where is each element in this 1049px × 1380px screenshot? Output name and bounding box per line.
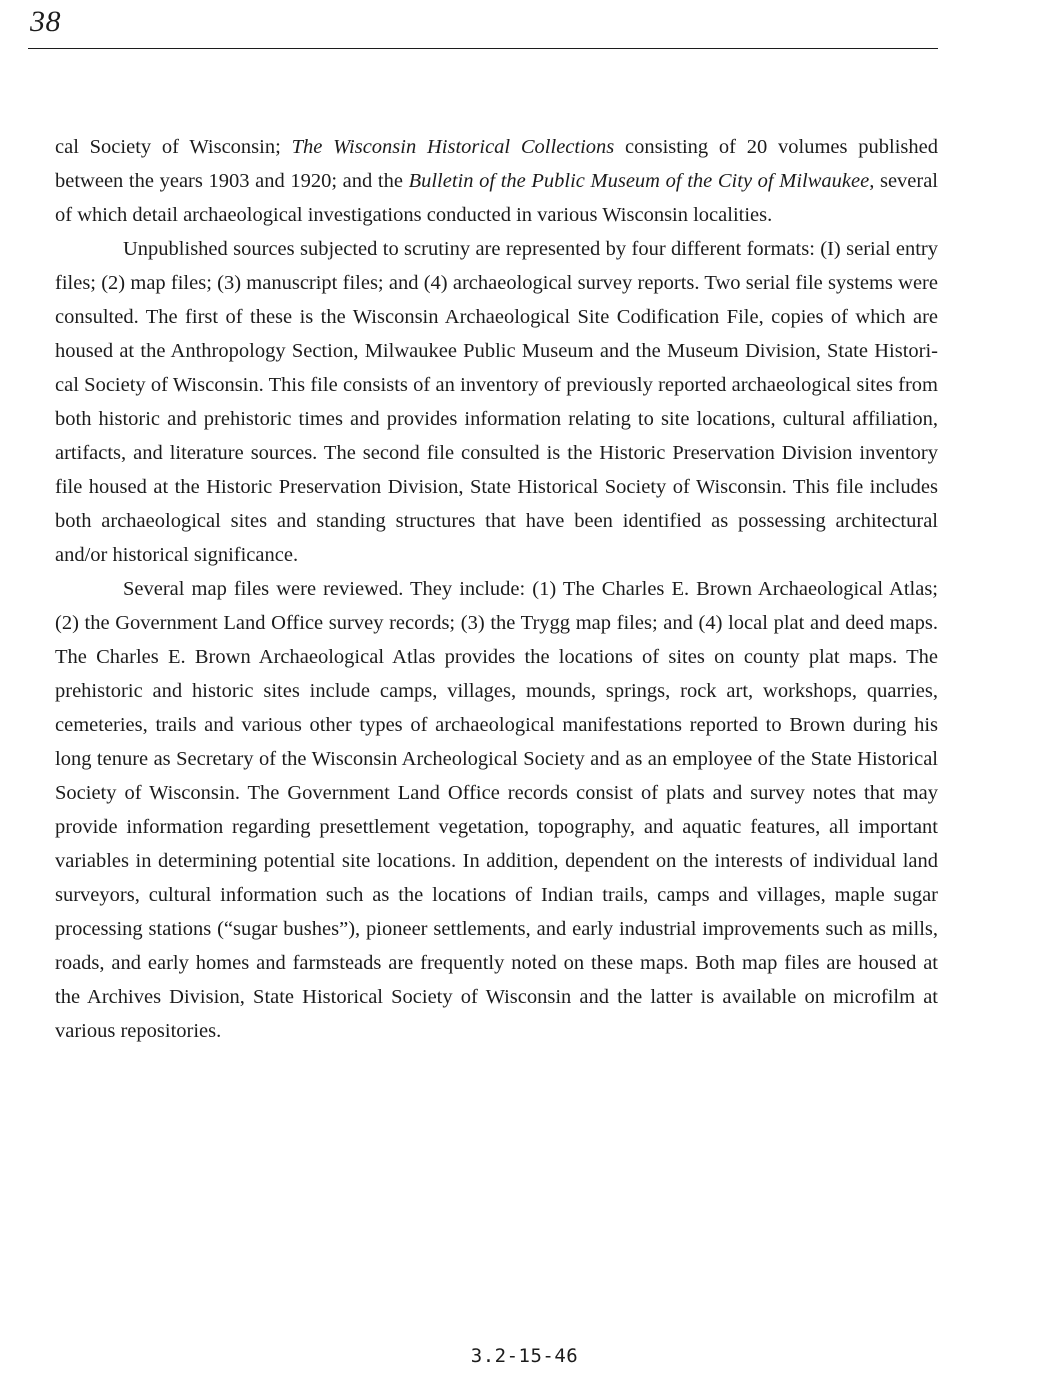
paragraph-1-italic-title-b: Bulletin of the Public Museum of the City of Milwaukee, [408, 170, 875, 192]
paragraph-3: Several map files were reviewed. They include: (1) The Charles E. Brown Archaeological Atlas; (2) the Government Land Office survey records; (3) the Trygg map files; and (4) local plat and deed maps. The Charles E. Brown Archaeological Atlas provides the locations of sites on county plat maps. The prehistoric and historic sites include camps, villages, mounds, springs, rock art, workshops, quarries, cemeteries, trails and various other types of archaeological manifestations reported to Brown during his long tenure as Secretary of the Wisconsin Archeological Society and as an employee of the State Historical Society of Wisconsin. The Government Land Office records consist of plats and survey notes that may provide information regarding presettlement vegetation, topography, and aquatic features, all important variables in determining potential site locations. In addition, dependent on the interests of individual land surveyors, cultural information such as the locations of Indian trails, camps and villages, maple sugar processing stations (“sugar bushes”), pioneer settlements, and early industrial improvements such as mills, roads, and early homes and farmsteads are frequently noted on these maps. Both map files are housed at the Archives Division, State Historical Society of Wisconsin and the latter is available on microfilm at various repositories. [55, 578, 938, 1042]
body-text [55, 130, 938, 1048]
paragraph-1 [55, 130, 938, 232]
paragraph-1-text-c: several of which detail archaeological investigations conducted in various Wisconsin localities. [55, 170, 939, 226]
paragraph-1-text-a: cal Society of Wisconsin; [55, 136, 292, 158]
paragraph-1-text-b: consisting of 20 volumes published between the years 1903 and 1920; and the [55, 136, 938, 192]
paragraph-1-italic-title-a: The Wisconsin Historical Collections [291, 136, 615, 158]
header-rule [28, 48, 938, 49]
footer-document-code: 3.2-15-46 [470, 1345, 579, 1367]
page-number: 38 [30, 5, 61, 38]
paragraph-2: Unpublished sources subjected to scrutiny are represented by four different formats: (I) serial entry files; (2) map files; (3) manuscript files; and (4) archaeological survey reports. Two serial file systems were consulted. The first of these is the Wisconsin Archaeological Site Codification File, copies of which are housed at the Anthropology Section, Milwaukee Public Museum and the Museum Division, State Historical Society of Wisconsin. This file consists of an inventory of previously reported archaeological sites from both historic and prehistoric times and provides information relating to site locations, cultural affiliation, artifacts, and literature sources. The second file consulted is the Historic Preservation Division inventory file housed at the Historic Preservation Division, State Historical Society of Wisconsin. This file includes both archaeological sites and standing structures that have been identified as possessing architectural and/or historical significance. [55, 238, 938, 566]
